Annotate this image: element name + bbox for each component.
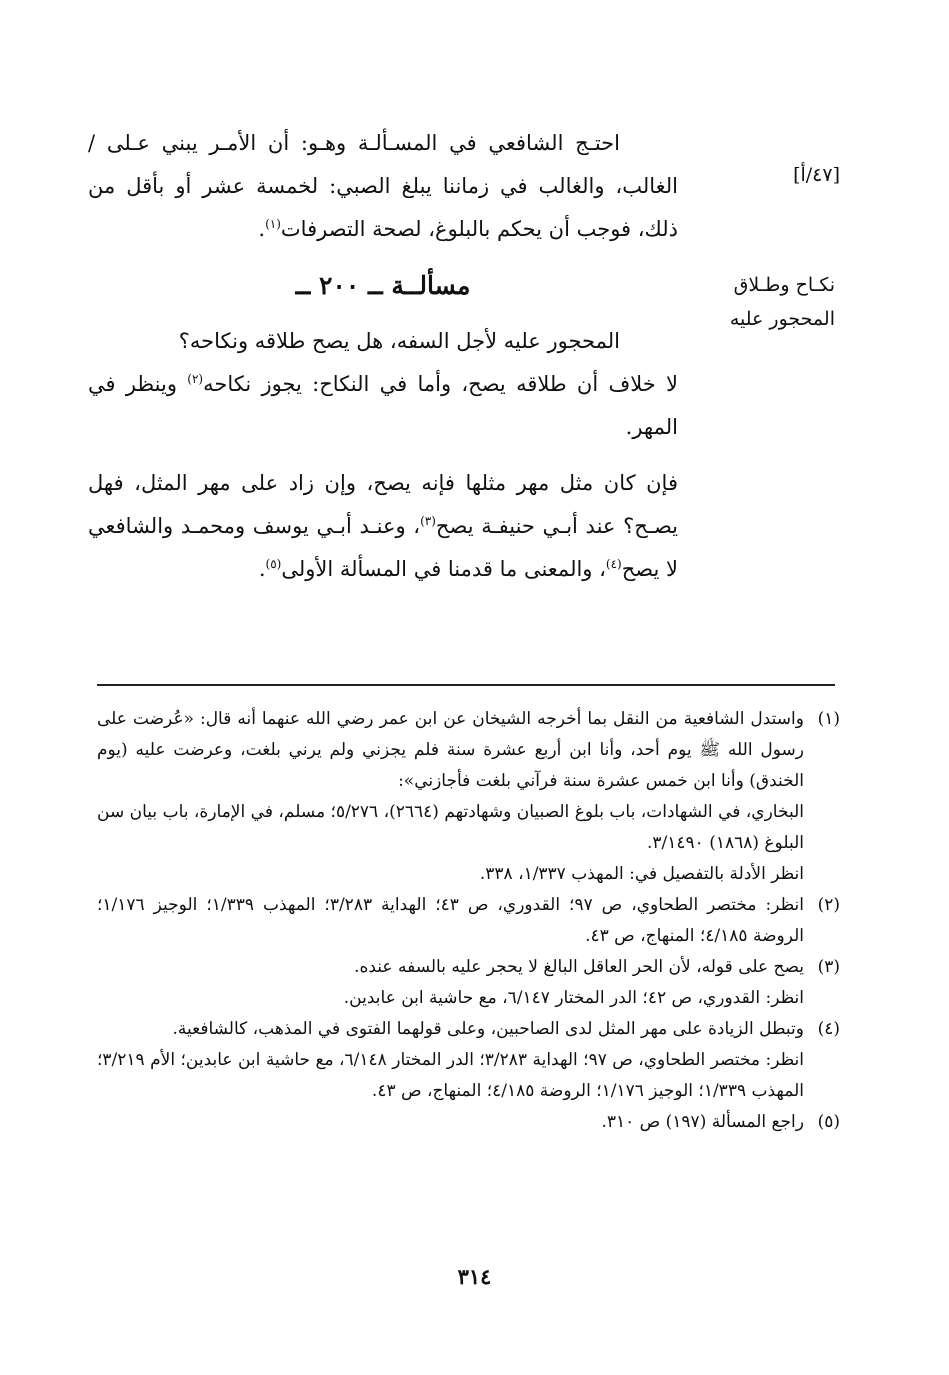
footnote-line: راجع المسألة (١٩٧) ص ٣١٠.: [601, 1112, 804, 1132]
paragraph-3: [88, 462, 678, 591]
footnote-separator: [97, 684, 835, 686]
footnote-ref-4[interactable]: (٤): [605, 557, 622, 571]
footnote-ref-2[interactable]: (٢): [187, 372, 204, 386]
paragraph-3-c: ، والمعنى ما قدمنا في المسألة الأولى: [281, 557, 606, 581]
footnote-ref-3[interactable]: (٣): [420, 514, 436, 528]
footnote-ref-5[interactable]: (٥): [265, 557, 282, 571]
footnote-1: [97, 704, 840, 890]
margin-ref-text: [٤٧/أ]: [793, 164, 840, 186]
footnote-3: [97, 952, 840, 1014]
paragraph-1-start: احتـج الشافعي في المسـألـة وهـو: أن الأمـر يبني عـلى: [106, 131, 620, 155]
margin-folio-ref: [695, 158, 840, 192]
paragraph-1-end: .: [258, 217, 266, 241]
paragraph-1-rest: / الغالب، والغالب في زماننا يبلغ الصبي: لخمسة عشر أو بأقل من ذلك، فوجب أن يحكم بالبلوغ، لصحة التصرفات: [88, 131, 678, 241]
mas-ala-title: مسألــة ــ ٢٠٠ ــ: [295, 271, 471, 300]
footnote-ref-1[interactable]: (١): [265, 217, 281, 231]
footnote-number: (٣): [817, 957, 840, 977]
paragraph-2-answer: [88, 363, 678, 449]
footnote-body: [97, 890, 804, 952]
footnote-body: [97, 1014, 804, 1107]
paragraph-1: [88, 122, 678, 251]
footnote-number: (٤): [817, 1019, 840, 1039]
side-heading: [695, 268, 835, 336]
footnote-line: وتبطل الزيادة على مهر المثل لدى الصاحبين، وعلى قولهما الفتوى في المذهب، كالشافعية.: [172, 1019, 804, 1039]
footnote-body: [97, 704, 804, 890]
paragraph-2-question: المحجور عليه لأجل السفه، هل يصح طلاقه ونكاحه؟: [178, 329, 620, 353]
footnotes: [97, 704, 840, 1138]
footnote-line: انظر الأدلة بالتفصيل في: المهذب ١/٣٣٧، ٣٣٨.: [479, 864, 804, 884]
footnote-body: [97, 1107, 804, 1138]
paragraph-3-a: فإن كان مثل مهر مثلها فإنه يصح، وإن زاد على مهر المثل، فهل يصـح؟ عند أبـي حنيفـة يصح: [88, 471, 679, 538]
footnote-line: البخاري، في الشهادات، باب بلوغ الصبيان وشهادتهم (٢٦٦٤)، ٥/٢٧٦؛ مسلم، في الإمارة، باب بيان سن البلوغ (١٨٦٨) ٣/١٤٩٠.: [97, 802, 804, 853]
paragraph-2-answer-a: لا خلاف أن طلاقه يصح، وأما في النكاح: يجوز نكاحه: [203, 372, 678, 396]
side-heading-text: نكـاح وطـلاق المحجور عليه: [729, 274, 835, 330]
paragraph-3-text: [88, 462, 678, 591]
footnote-line: واستدل الشافعية من النقل بما أخرجه الشيخان عن ابن عمر رضي الله عنهما أنه قال: «عُرضت على رسول الله ﷺ يوم أحد، وأنا ابن أربع عشرة سنة فلم يجزني ولم يرني بلغت، وعرضت عليه (يوم الخندق) وأنا ابن خمس عشرة سنة فرآني بلغت فأجازني»:: [97, 709, 804, 791]
footnote-line: انظر: القدوري، ص ٤٢؛ الدر المختار ٦/١٤٧، مع حاشية ابن عابدين.: [343, 988, 804, 1008]
footnote-number: (٥): [817, 1112, 840, 1132]
paragraph-2: [88, 320, 678, 449]
footnote-body: [97, 952, 804, 1014]
footnote-5: [97, 1107, 840, 1138]
footnote-2: [97, 890, 840, 952]
footnote-line: انظر: مختصر الطحاوي، ص ٩٧؛ القدوري، ص ٤٣؛ الهداية ٣/٢٨٣؛ المهذب ١/٣٣٩؛ الوجيز ١/١٧٦؛ الروضة ٤/١٨٥؛ المنهاج، ص ٤٣.: [97, 895, 804, 946]
footnote-number: (١): [817, 709, 840, 729]
paragraph-1-text: [88, 122, 678, 251]
footnote-line: انظر: مختصر الطحاوي، ص ٩٧؛ الهداية ٣/٢٨٣؛ الدر المختار ٦/١٤٨، مع حاشية ابن عابدين؛ الأم ٣/٢١٩؛ المهذب ١/٣٣٩؛ الوجيز ١/١٧٦؛ الروضة ٤/١٨٥؛ المنهاج، ص ٤٣.: [97, 1050, 804, 1101]
page-number: ٣١٤: [457, 1264, 492, 1289]
paragraph-2-answer-b: وينظر في المهر.: [88, 372, 678, 439]
footnote-4: [97, 1014, 840, 1107]
paragraph-3-d: .: [258, 557, 266, 581]
footnote-line: يصح على قوله، لأن الحر العاقل البالغ لا يحجر عليه بالسفه عنده.: [354, 957, 804, 977]
paragraph-3-b: ، وعنـد أبـي يوسف ومحمـد والشافعي لا يصح: [88, 514, 678, 581]
footnote-number: (٢): [817, 895, 840, 915]
